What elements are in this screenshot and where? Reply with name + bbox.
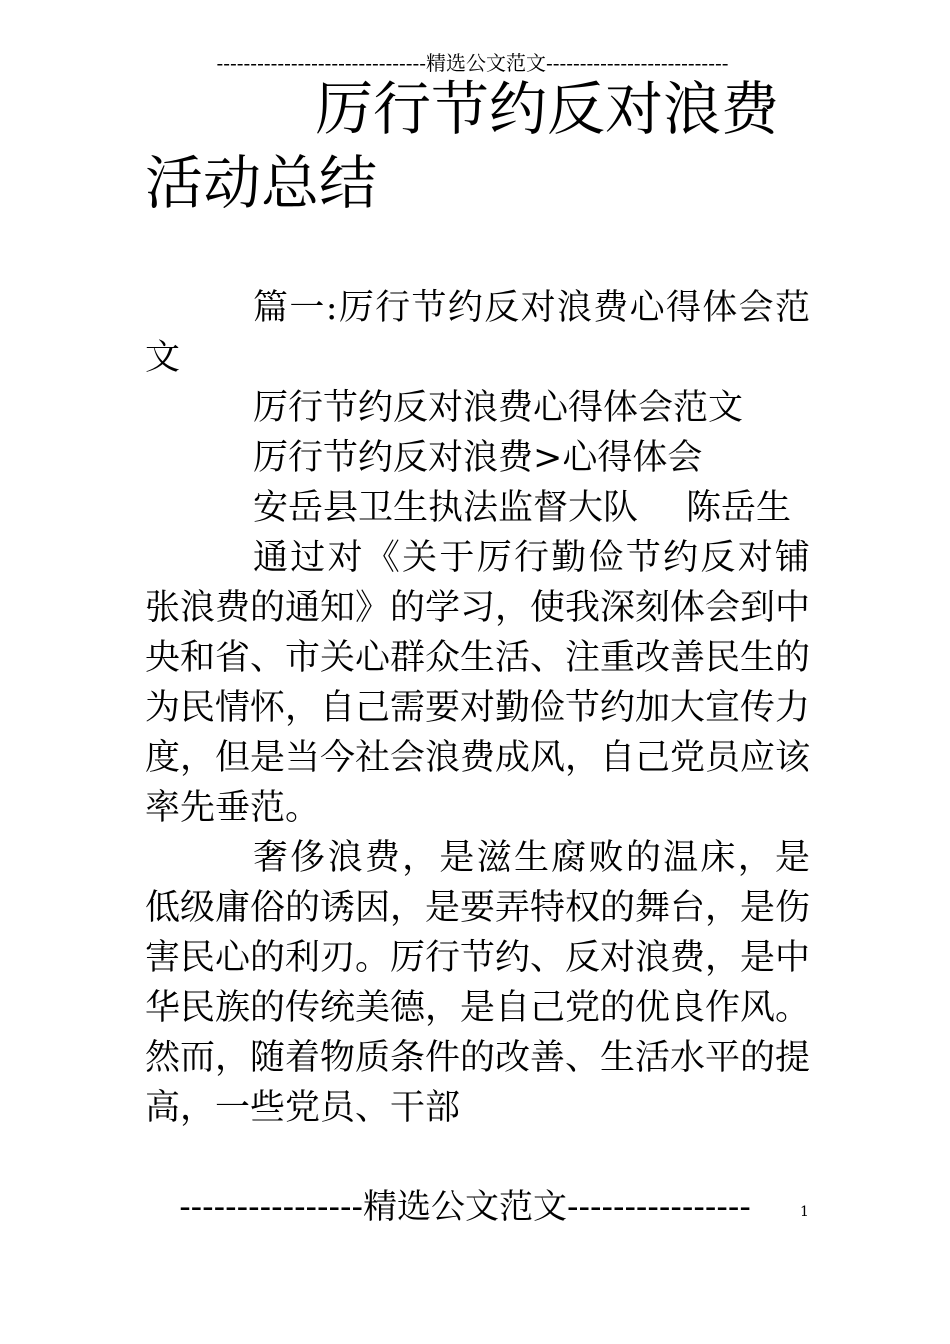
body-paragraph: 奢侈浪费，是滋生腐败的温床，是低级庸俗的诱因，是要弄特权的舞台，是伤害民心的利刃。厉行节约、反对浪费，是中华民族的传统美德，是自己党的优良作风。然而，随着物质条件的改善、生活水平的提高，一些党员、干部 [145, 838, 811, 1128]
author-line [145, 483, 810, 533]
title-line-1: 厉行节约反对浪费 [315, 75, 780, 143]
title-line-2: 活动总结 [145, 149, 378, 217]
page-number: 1 [800, 1204, 809, 1220]
page-footer: ----------------精选公文范文---------------- [179, 1187, 751, 1227]
author-org: 安岳县卫生执法监督大队 [253, 488, 639, 528]
author-name: 陈岳生 [686, 488, 792, 528]
body-paragraph: 通过对《关于厉行勤俭节约反对铺张浪费的通知》的学习，使我深刻体会到中央和省、市关心群众生活、注重改善民生的为民情怀，自己需要对勤俭节约加大宣传力度，但是当今社会浪费成风，自己党员应该率先垂范。 [145, 538, 811, 828]
section-heading: 篇一:厉行节约反对浪费心得体会范文 [145, 288, 810, 378]
subheading: 厉行节约反对浪费>心得体会 [253, 438, 703, 478]
document-body [145, 283, 810, 1133]
page-header: -------------------------------精选公文范文--------------------------- [216, 51, 729, 75]
document-title [145, 72, 810, 220]
subheading: 厉行节约反对浪费心得体会范文 [253, 388, 744, 428]
